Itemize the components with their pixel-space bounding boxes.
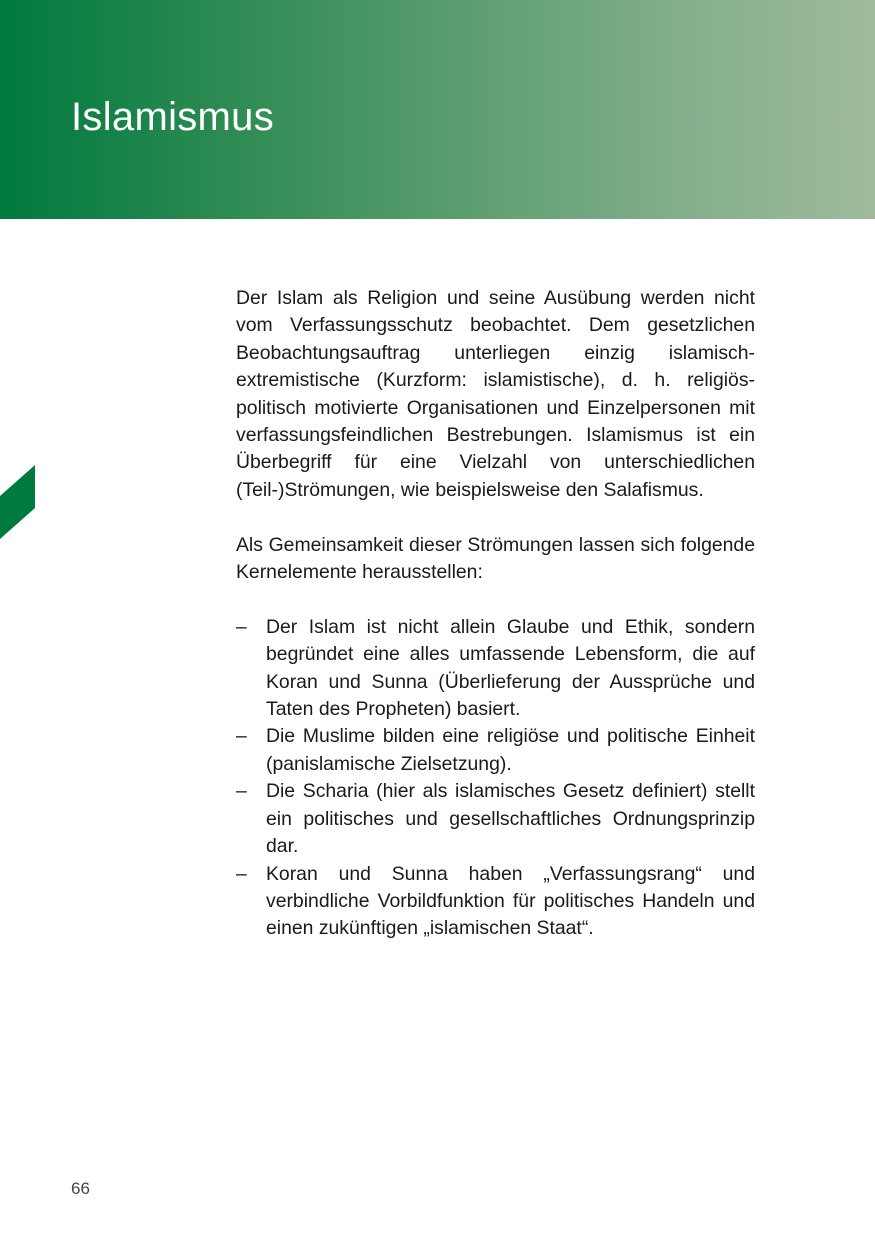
header-band <box>0 0 875 219</box>
list-dash: – <box>236 725 247 748</box>
list-item-text: Der Islam ist nicht allein Glaube und Ethik, sondern begründet eine alles umfassende Lebensform, die auf Koran und Sunna (Überlieferung der Aussprüche und Taten des Propheten) basiert. <box>266 615 755 721</box>
list-item-text: Die Muslime bilden eine religiöse und politische Einheit (panislamische Zielsetzung). <box>266 725 755 775</box>
list-item <box>236 723 755 778</box>
intro-paragraph: Der Islam als Religion und seine Ausübung werden nicht vom Verfassungsschutz beobachtet. Dem gesetzlichen Beobachtungsauftrag unterliegen einzig islamisch-extremistische (Kurzform: islamistische), d. h. religiös-politisch motivierte Organisationen und Einzelpersonen mit verfassungsfeindlichen Bestrebungen. Islamismus ist ein Überbegriff für eine Vielzahl von unterschiedlichen (Teil-)Strömungen, wie beispielsweise den Salafismus. <box>236 287 755 501</box>
core-elements-list <box>236 614 755 943</box>
page-title: Islamismus <box>71 95 275 139</box>
lead-in-paragraph: Als Gemeinsamkeit dieser Strömungen lassen sich folgende Kernelemente herausstellen: <box>236 533 755 584</box>
list-item <box>236 778 755 860</box>
page-number: 66 <box>71 1179 90 1198</box>
main-content <box>236 285 755 943</box>
list-item-text: Koran und Sunna haben „Verfassungsrang“ und verbindliche Vorbildfunktion für politisches Handeln und einen zukünftigen „islamischen Staat“. <box>266 862 755 940</box>
list-dash: – <box>236 615 247 638</box>
list-dash: – <box>236 780 247 803</box>
list-item <box>236 861 755 943</box>
list-dash: – <box>236 862 247 885</box>
side-tab-marker <box>0 465 35 539</box>
list-item-text: Die Scharia (hier als islamisches Gesetz definiert) stellt ein politisches und gesellschaftliches Ordnungsprinzip dar. <box>266 780 755 858</box>
list-item <box>236 614 755 724</box>
